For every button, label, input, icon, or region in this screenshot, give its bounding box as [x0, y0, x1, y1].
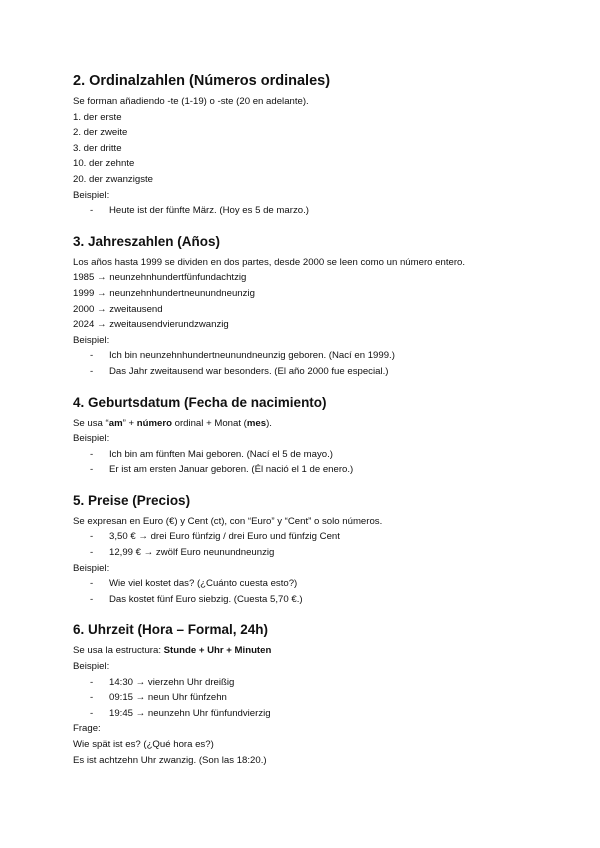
example-item: - 19:45 → neunzehn Uhr fünfundvierzig — [73, 706, 543, 722]
example-list — [73, 447, 543, 478]
answer-text: Es ist achtzehn Uhr zwanzig. (Son las 18:20.) — [73, 754, 267, 766]
example-list — [73, 576, 543, 607]
ordinal-item: 10. der zehnte — [73, 158, 135, 170]
example-label: Beispiel: — [73, 334, 110, 346]
section-years — [73, 233, 543, 380]
section-time — [73, 621, 543, 768]
price-list — [73, 529, 543, 560]
example-item: - Das kostet fünf Euro siebzig. (Cuesta 5,70 €.) — [73, 592, 543, 608]
ordinal-item: 3. der dritte — [73, 142, 122, 154]
example-label: Beispiel: — [73, 433, 110, 445]
ordinal-item: 2. der zweite — [73, 127, 128, 139]
section-intro — [73, 416, 543, 432]
intro-mes: mes — [246, 417, 267, 429]
year-item: 1985 → neunzehnhundertfünfundachtzig — [73, 272, 247, 284]
example-item: - Ich bin neunzehnhundertneunundneunzig geboren. (Nací en 1999.) — [73, 348, 543, 364]
section-intro: Se forman añadiendo -te (1-19) o -ste (20 en adelante). — [73, 96, 309, 107]
section-intro: Los años hasta 1999 se dividen en dos partes, desde 2000 se leen como un número entero. — [73, 256, 466, 268]
example-item: - Er ist am ersten Januar geboren. (Él nació el 1 de enero.) — [73, 462, 543, 478]
section-birthdate — [73, 394, 543, 478]
example-item: - 14:30 → vierzehn Uhr dreißig — [73, 675, 543, 691]
example-item: - Das Jahr zweitausend war besonders. (El año 2000 fue especial.) — [73, 364, 543, 380]
section-title: 6. Uhrzeit (Hora – Formal, 24h) — [73, 622, 269, 638]
intro-structure: Stunde + Uhr + Minuten — [163, 645, 272, 657]
intro-text: ” + — [122, 417, 137, 429]
example-list — [73, 348, 543, 379]
section-title: 2. Ordinalzahlen (Números ordinales) — [73, 73, 331, 89]
price-item: - 3,50 € → drei Euro fünfzig / drei Euro und fünfzig Cent — [73, 529, 543, 545]
section-title: 5. Preise (Precios) — [73, 492, 191, 508]
intro-text: ordinal + Monat ( — [171, 417, 247, 429]
example-label: Beispiel: — [73, 562, 110, 574]
intro-text: ). — [266, 417, 272, 429]
section-title: 4. Geburtsdatum (Fecha de nacimiento) — [73, 394, 327, 410]
intro-text: Se usa “ — [73, 417, 109, 429]
example-item: - 09:15 → neun Uhr fünfzehn — [73, 690, 543, 706]
example-label: Beispiel: — [73, 189, 110, 201]
ordinal-item: 1. der erste — [73, 111, 122, 123]
example-list — [73, 203, 543, 219]
document-page — [73, 72, 543, 782]
ordinal-item: 20. der zwanzigste — [73, 173, 153, 185]
section-intro: Se expresan en Euro (€) y Cent (ct), con “Euro” y “Cent” o solo números. — [73, 515, 383, 527]
section-prices — [73, 492, 543, 608]
year-item: 2000 → zweitausend — [73, 303, 163, 315]
section-title: 3. Jahreszahlen (Años) — [73, 233, 221, 249]
section-ordinal-numbers — [73, 72, 543, 219]
example-item: - Ich bin am fünften Mai geboren. (Nací el 5 de mayo.) — [73, 447, 543, 463]
year-item: 2024 → zweitausendvierundzwanzig — [73, 319, 229, 331]
year-item: 1999 → neunzehnhundertneunundneunzig — [73, 287, 255, 299]
question-text: Wie spät ist es? (¿Qué hora es?) — [73, 739, 214, 750]
intro-text: Se usa la estructura: — [73, 645, 164, 657]
example-list — [73, 675, 543, 722]
example-item: - Heute ist der fünfte März. (Hoy es 5 de marzo.) — [73, 203, 543, 219]
question-label: Frage: — [73, 723, 101, 735]
example-label: Beispiel: — [73, 661, 110, 673]
section-intro — [73, 643, 543, 659]
price-item: - 12,99 € → zwölf Euro neunundneunzig — [73, 545, 543, 561]
intro-numero: número — [136, 417, 172, 429]
intro-am: am — [108, 417, 123, 429]
example-item: - Wie viel kostet das? (¿Cuánto cuesta esto?) — [73, 576, 543, 592]
